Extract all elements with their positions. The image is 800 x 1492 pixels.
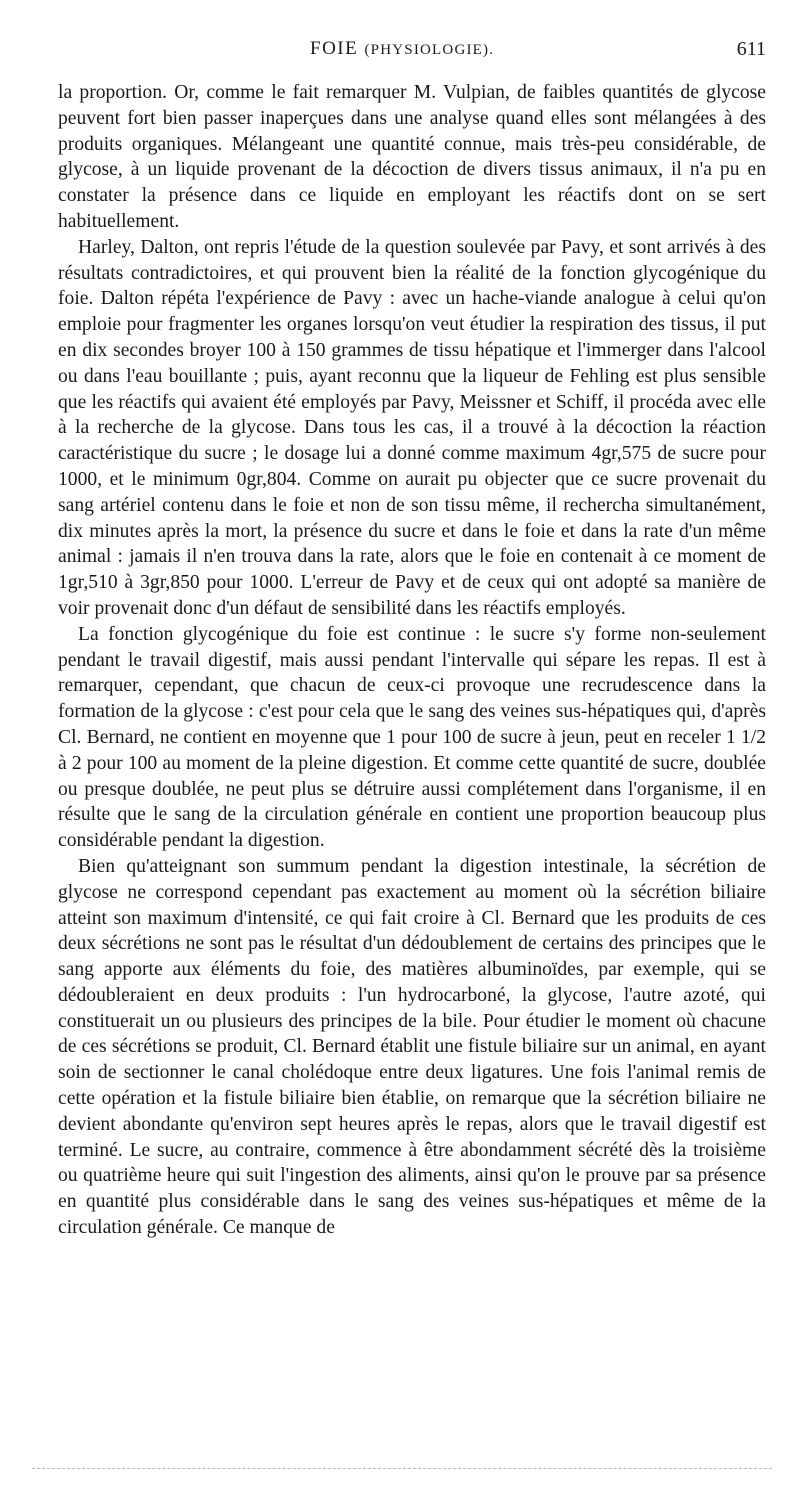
running-title [310, 36, 494, 63]
paragraph-4: Bien qu'atteignant son summum pendant la digestion intestinale, la sécrétion de glycose ne correspond cependant pas exactement au moment où la sécrétion biliaire atteint son maximum d'intensité, ce qui fait croire à Cl. Bernard que les produits de ces deux sécrétions ne sont pas le résultat d'un dédoublement de certains des principes que le sang apporte aux éléments du foie, des matières albuminoïdes, par exemple, qui se dédoubleraient en deux produits : l'un hydrocarboné, la glycose, l'autre azoté, qui constituerait un ou plusieurs des principes de la bile. Pour étudier le moment où chacune de ces sécrétions se produit, Cl. Bernard établit une fistule biliaire sur un animal, en ayant soin de sectionner le canal cholédoque entre deux ligatures. Une fois l'animal remis de cette opération et la fistule biliaire bien établie, on remarque que la sécrétion biliaire ne devient abondante qu'environ sept heures après le repas, alors que le travail digestif est terminé. Le sucre, au contraire, commence à être abondamment sécrété dès la troisième ou quatrième heure qui suit l'ingestion des aliments, ainsi qu'on le prouve par sa présence en quantité plus considérable dans le sang des veines sus-hépatiques et même de la circulation générale. Ce manque de [58, 855, 766, 1239]
paragraph-2: Harley, Dalton, ont repris l'étude de la question soulevée par Pavy, et sont arrivés à des résultats contradictoires, et qui prouvent bien la réalité de la fonction glycogénique du foie. Dalton répéta l'expérience de Pavy : avec un hache-viande analogue à celui qu'on emploie pour fragmenter les organes lorsqu'on veut étudier la respiration des tissus, il put en dix secondes broyer 100 à 150 grammes de tissu hépatique et l'immerger dans l'alcool ou dans l'eau bouillante ; puis, ayant reconnu que la liqueur de Fehling est plus sensible que les réactifs qui avaient été employés par Pavy, Meissner et Schiff, il procéda avec elle à la recherche de la glycose. Dans tous les cas, il a trouvé à la décoction la réaction caractéristique du sucre ; le dosage lui a donné comme maximum 4gr,575 de sucre pour 1000, et le minimum 0gr,804. Comme on aurait pu objecter que ce sucre provenait du sang artériel contenu dans le foie et non de son tissu même, il rechercha simultanément, dix minutes après la mort, la présence du sucre et dans le foie et dans la rate d'un même animal : jamais il n'en trouva dans la rate, alors que le foie en contenait à ce moment de 1gr,510 à 3gr,850 pour 1000. L'erreur de Pavy et de ceux qui ont adopté sa manière de voir provenait donc d'un défaut de sensibilité dans les réactifs employés. [58, 236, 766, 619]
running-head [60, 36, 768, 66]
page-number: 611 [736, 38, 766, 60]
bottom-dashed-rule [32, 1468, 772, 1469]
body-text [58, 80, 766, 1241]
paragraph-1: la proportion. Or, comme le fait remarquer M. Vulpian, de faibles quantités de glycose peuvent fort bien passer inaperçues dans une analyse quand elles sont mélangées à des produits organiques. Mélangeant une quantité connue, mais très-peu considérable, de glycose, à un liquide provenant de la décoction de divers tissus animaux, il n'a pu en constater la présence dans ce liquide en employant les réactifs dont on se sert habituellement. [58, 82, 766, 232]
paragraph-3: La fonction glycogénique du foie est continue : le sucre s'y forme non-seulement pendant le travail digestif, mais aussi pendant l'intervalle qui sépare les repas. Il est à remarquer, cependant, que chacun de ceux-ci provoque une recrudescence dans la formation de la glycose : c'est pour cela que le sang des veines sus-hépatiques qui, d'après Cl. Bernard, ne contient en moyenne que 1 pour 100 de sucre à jeun, peut en receler 1 1/2 à 2 pour 100 au moment de la pleine digestion. Et comme cette quantité de sucre, doublée ou presque doublée, ne peut plus se détruire aussi complétement dans l'organisme, il en résulte que le sang de la circulation générale en contient une proportion beaucoup plus considérable pendant la digestion. [58, 623, 766, 852]
running-title-sub: (PHYSIOLOGIE). [364, 42, 495, 58]
running-title-main: FOIE [310, 38, 365, 59]
